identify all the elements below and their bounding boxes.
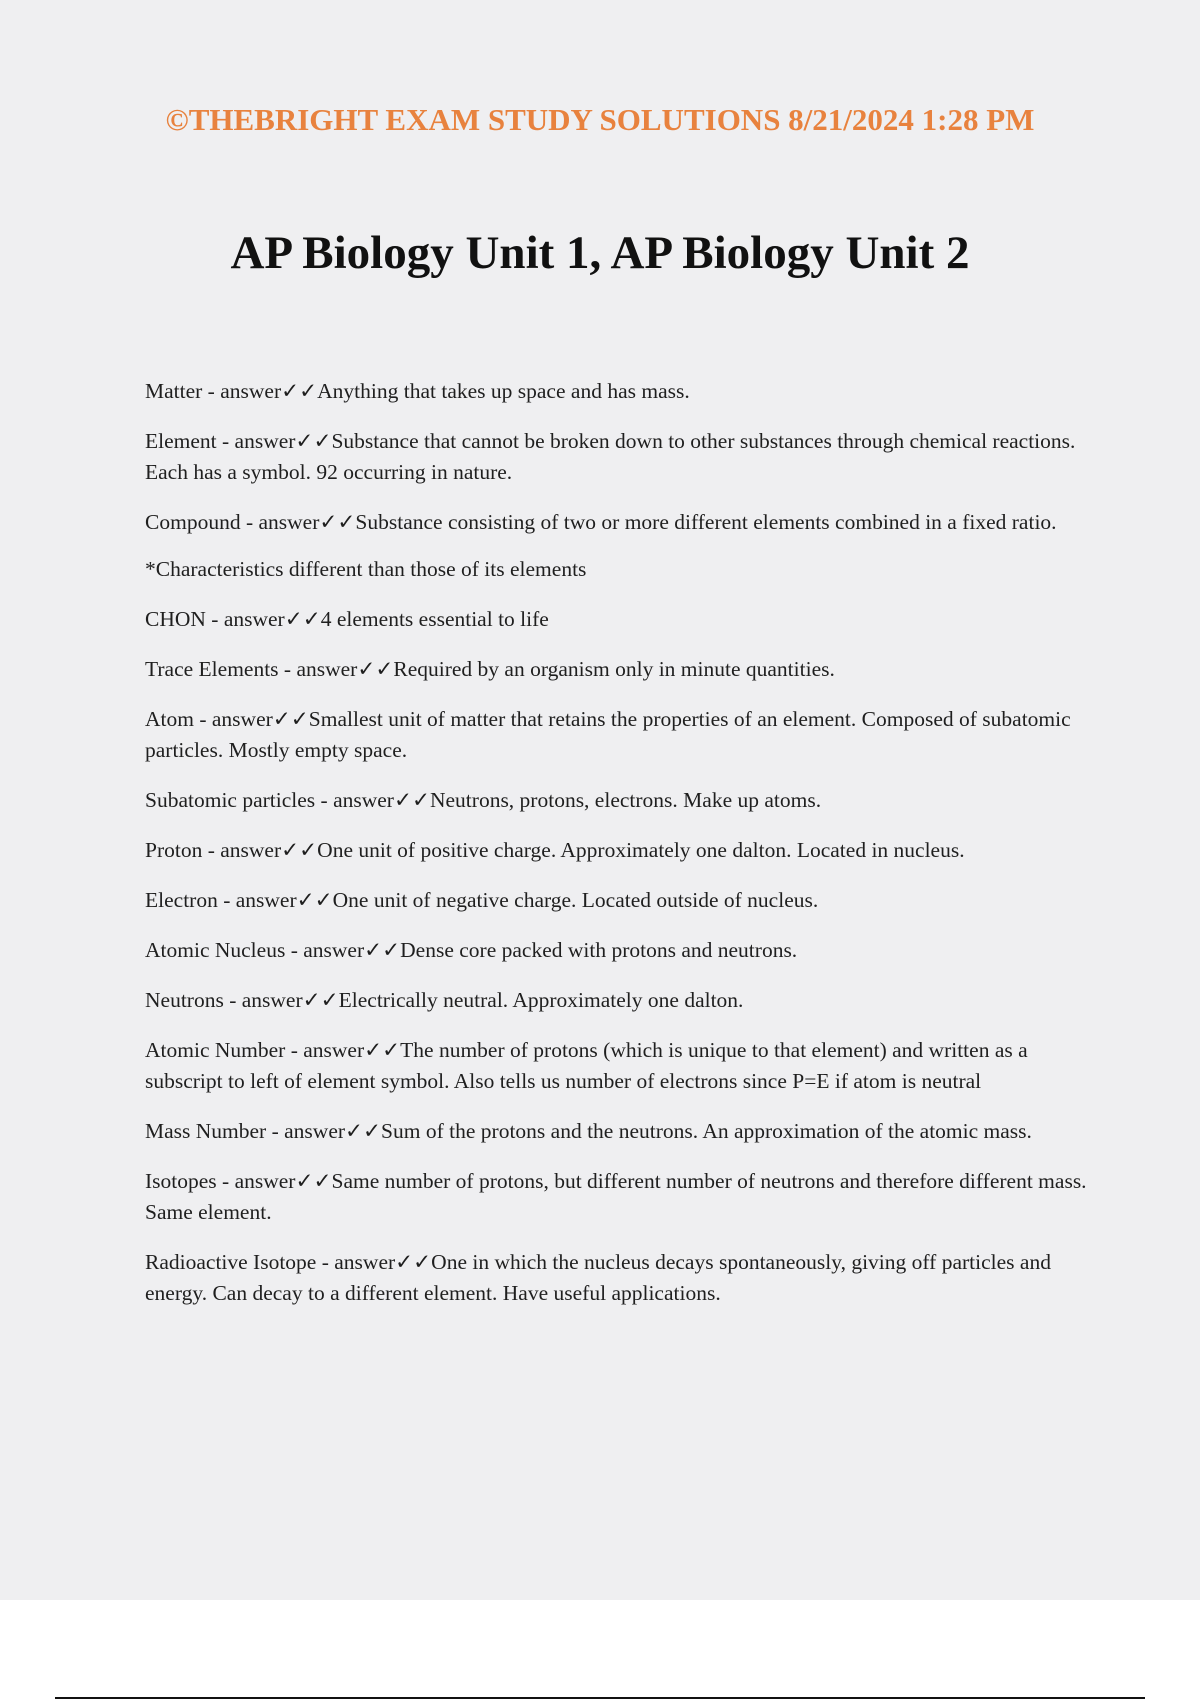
list-item: *Characteristics different than those of its elements <box>145 557 587 581</box>
list-item: Mass Number - answer✓✓Sum of the protons and the neutrons. An approximation of the atomic mass. <box>145 1119 1032 1143</box>
list-item: Matter - answer✓✓Anything that takes up space and has mass. <box>145 379 690 403</box>
list-item: Trace Elements - answer✓✓Required by an organism only in minute quantities. <box>145 657 835 681</box>
list-item: Neutrons - answer✓✓Electrically neutral. Approximately one dalton. <box>145 988 744 1012</box>
list-item: Proton - answer✓✓One unit of positive charge. Approximately one dalton. Located in nucleus. <box>145 838 965 862</box>
list-item: Atom - answer✓✓Smallest unit of matter that retains the properties of an element. Composed of subatomic particles. Mostly empty space. <box>145 707 1071 762</box>
list-item: Radioactive Isotope - answer✓✓One in which the nucleus decays spontaneously, giving off particles and energy. Can decay to a different element. Have useful applications. <box>145 1250 1051 1305</box>
list-item: CHON - answer✓✓4 elements essential to life <box>145 607 549 631</box>
list-item: Isotopes - answer✓✓Same number of protons, but different number of neutrons and therefore different mass. Same element. <box>145 1169 1087 1224</box>
bottom-divider <box>55 1697 1145 1699</box>
list-item: Atomic Nucleus - answer✓✓Dense core packed with protons and neutrons. <box>145 938 798 962</box>
watermark-header: ©THEBRIGHT EXAM STUDY SOLUTIONS 8/21/2024 1:28 PM <box>165 102 1035 137</box>
list-item: Electron - answer✓✓One unit of negative charge. Located outside of nucleus. <box>145 888 819 912</box>
list-item: Atomic Number - answer✓✓The number of protons (which is unique to that element) and written as a subscript to left of element symbol. Also tells us number of electrons since P=E if atom is neutral <box>145 1038 1028 1093</box>
list-item: Compound - answer✓✓Substance consisting of two or more different elements combined in a fixed ratio. <box>145 510 1057 534</box>
page-title: AP Biology Unit 1, AP Biology Unit 2 <box>230 227 970 279</box>
list-item: Subatomic particles - answer✓✓Neutrons, protons, electrons. Make up atoms. <box>145 788 822 812</box>
flashcard-list <box>145 376 1090 1328</box>
list-item: Element - answer✓✓Substance that cannot be broken down to other substances through chemical reactions. Each has a symbol. 92 occurring in nature. <box>145 429 1076 484</box>
